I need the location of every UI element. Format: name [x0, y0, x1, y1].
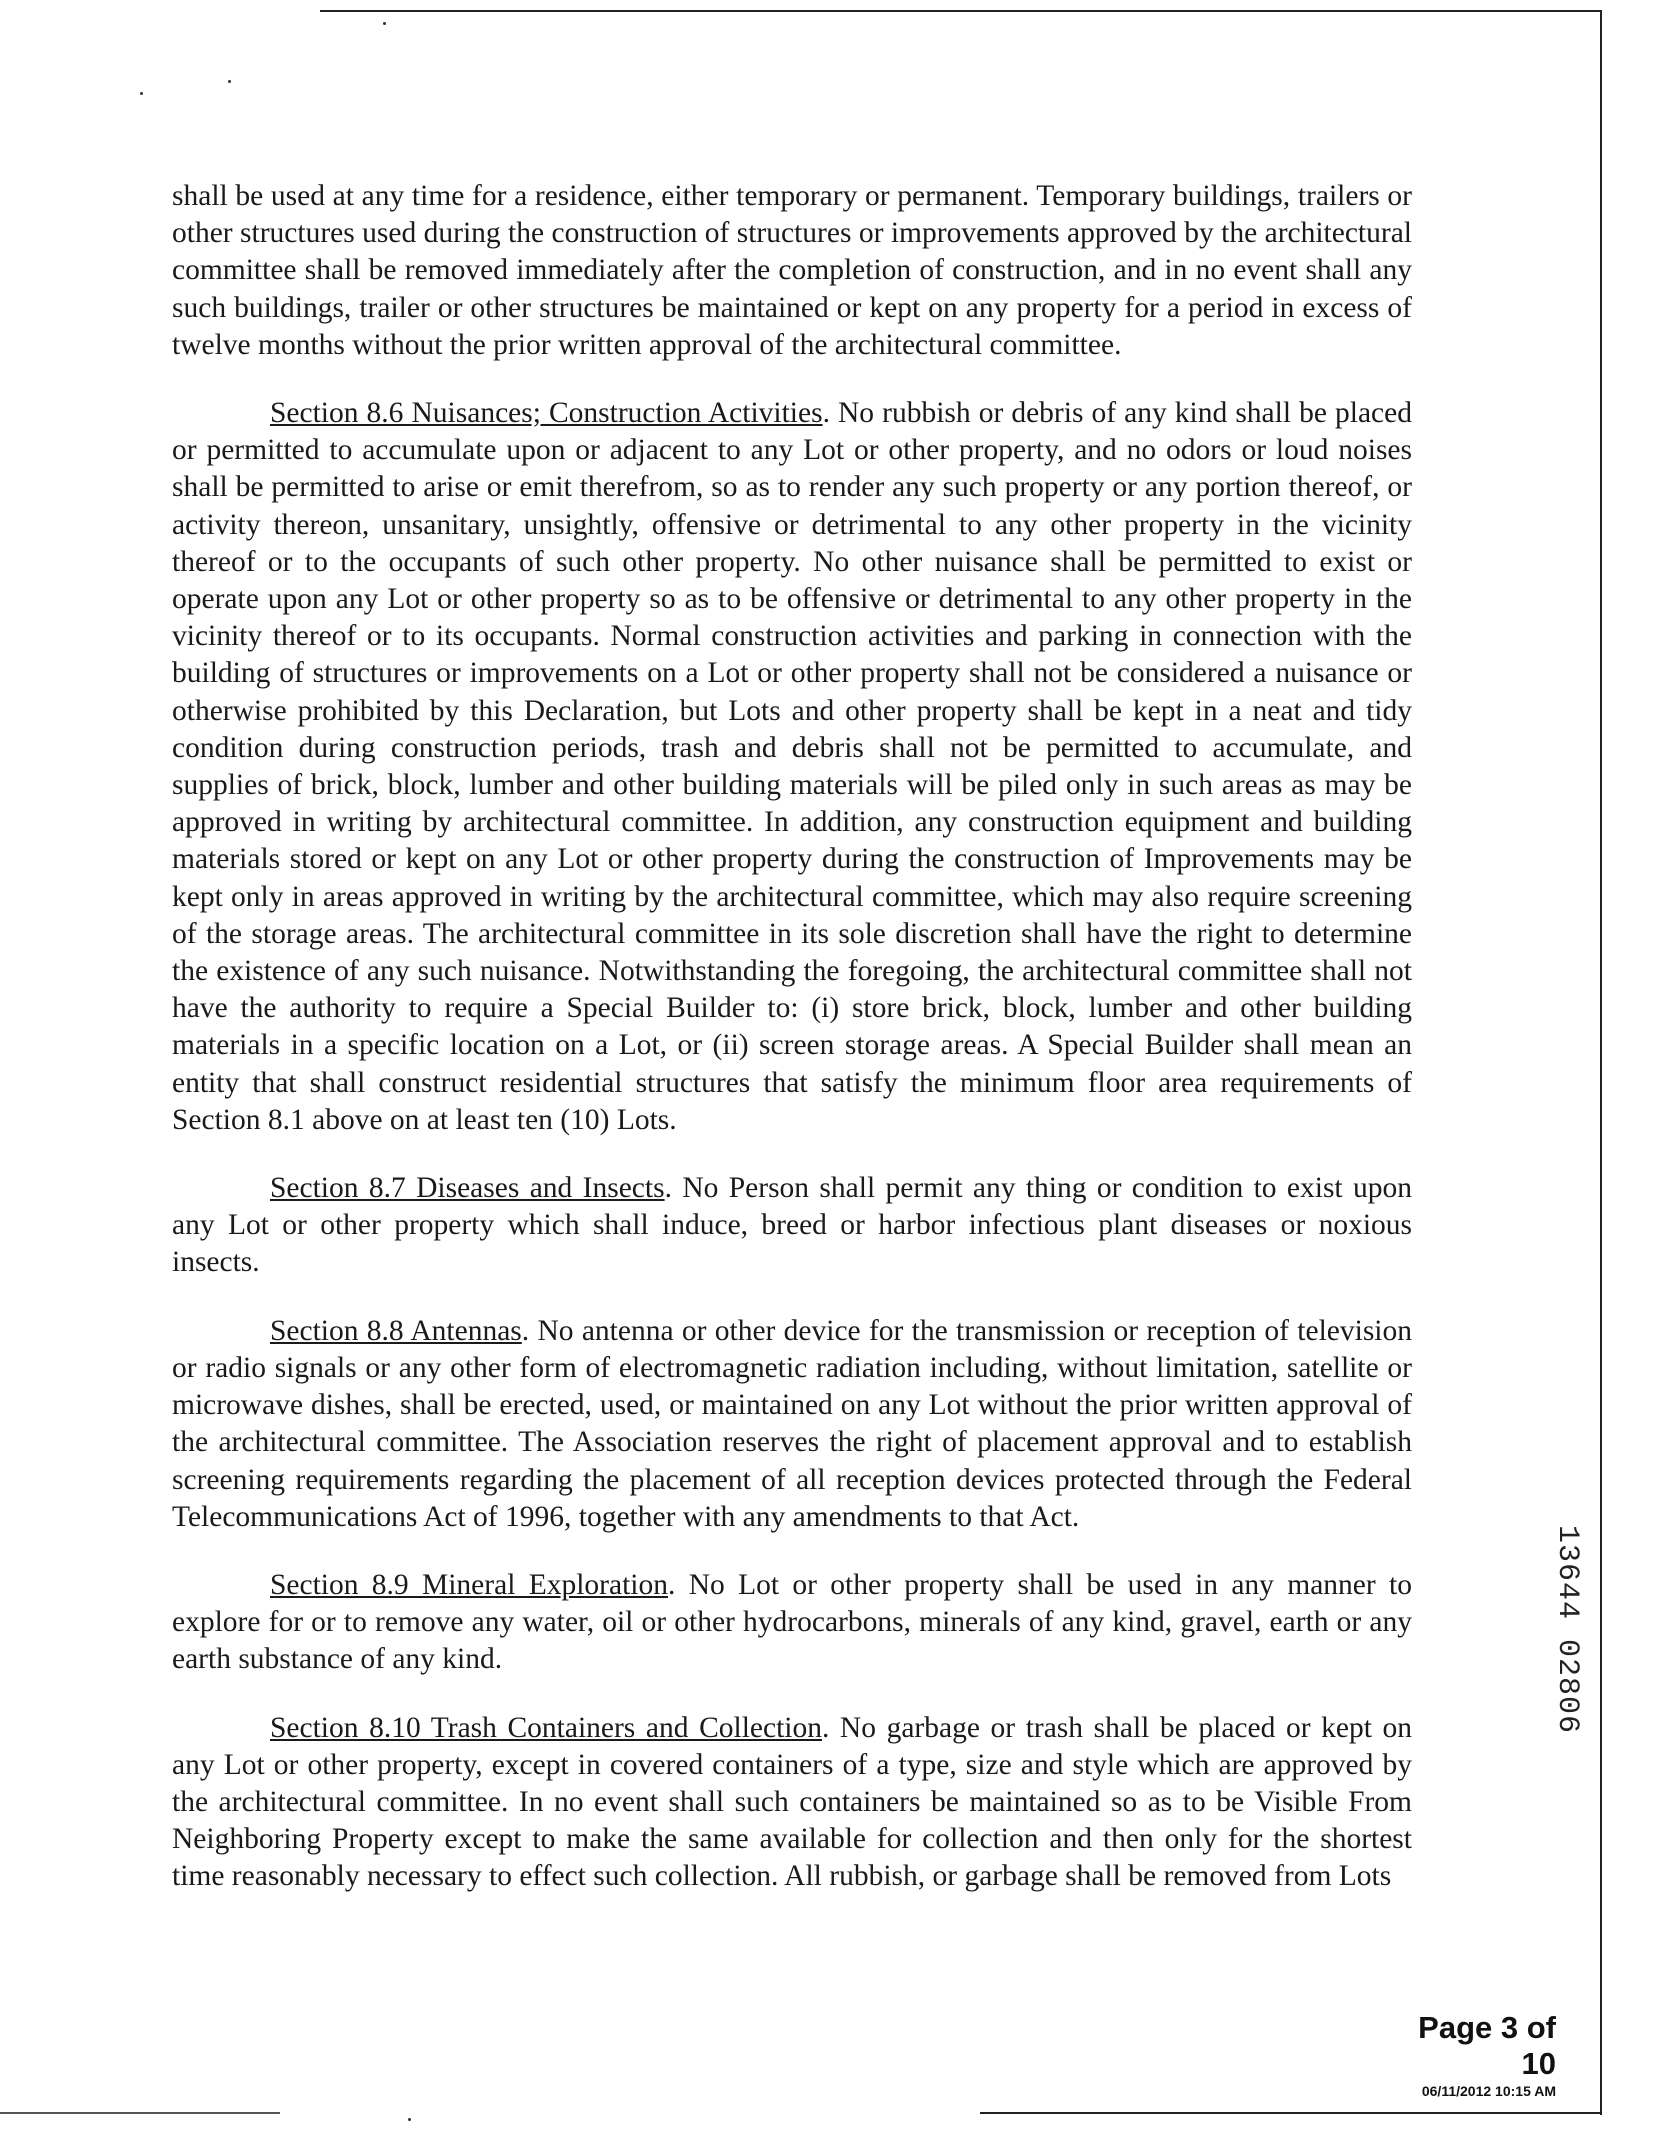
paragraph-text: . No antenna or other device for the transmission or reception of television or radio signals or any other form of electromagnetic radiation including, without limitation, satellite or microwave dishes, shall be erected, used, or maintained on any Lot without the prior written approval of the architectural committee. The Association reserves the right of placement approval and to establish screening requirements regarding the placement of all reception devices protected through the Federal Telecommunications Act of 1996, together with any amendments to that Act.	[172, 1314, 1412, 1533]
section-heading: Section 8.6 Nuisances; Construction Activities	[270, 397, 823, 430]
document-body	[172, 178, 1412, 1927]
paragraph-text: . No rubbish or debris of any kind shall be placed or permitted to accumulate upon or adjacent to any Lot or other property, and no odors or loud noises shall be permitted to arise or emit therefrom, so as to render any such property or any portion thereof, or activity thereon, unsanitary, unsightly, offensive or detrimental to any other property in the vicinity thereof or to the occupants of such other property. No other nuisance shall be permitted to exist or operate upon any Lot or other property so as to be offensive or detrimental to any other property in the vicinity thereof or to its occupants. Normal construction activities and parking in connection with the building of structures or improvements on a Lot or other property shall not be considered a nuisance or otherwise prohibited by this Declaration, but Lots and other property shall be kept in a neat and tidy condition during construction periods, trash and debris shall not be permitted to accumulate, and supplies of brick, block, lumber and other building materials will be piled only in such areas as may be approved in writing by architectural committee. In addition, any construction equipment and building materials stored or kept on any Lot or other property during the construction of Improvements may be kept only in areas approved in writing by the architectural committee, which may also require screening of the storage areas. The architectural committee in its sole discretion shall have the right to determine the existence of any such nuisance. Notwithstanding the foregoing, the architectural committee shall not have the authority to require a Special Builder to: (i) store brick, block, lumber and other building materials in a specific location on a Lot, or (ii) screen storage areas. A Special Builder shall mean an entity that shall construct residential structures that satisfy the minimum floor area requirements of Section 8.1 above on at least ten (10) Lots.	[172, 397, 1412, 1136]
scan-border-top	[320, 10, 1600, 12]
scan-speck	[228, 80, 231, 83]
section-heading: Section 8.10 Trash Containers and Collection	[270, 1711, 822, 1744]
paragraph-section-8-9	[172, 1567, 1412, 1679]
scan-speck	[383, 22, 386, 25]
paragraph-section-8-6	[172, 395, 1412, 1139]
paragraph-section-8-10	[172, 1710, 1412, 1896]
scan-border-bottom-left	[0, 2112, 280, 2114]
fax-timestamp: 06/11/2012 10:15 AM	[1421, 2083, 1556, 2099]
paragraph-section-8-8	[172, 1313, 1412, 1536]
scan-border-bottom	[980, 2112, 1600, 2114]
page-footer	[1376, 2010, 1556, 2100]
page-number: Page 3 of 10	[1418, 2010, 1556, 2081]
paragraph-text: . No Person shall permit any thing or condition to exist upon any Lot or other property which shall induce, breed or harbor infectious plant diseases or noxious insects.	[172, 1172, 1413, 1279]
paragraph-continuation	[172, 178, 1412, 364]
section-heading: Section 8.9 Mineral Exploration	[270, 1568, 668, 1601]
paragraph-text: shall be used at any time for a residence, either temporary or permanent. Temporary buildings, trailers or other structures used during the construction of structures or improvements approved by the architectural committee shall be removed immediately after the completion of construction, and in no event shall any such buildings, trailer or other structures be maintained or kept on any property for a period in excess of twelve months without the prior written approval of the architectural committee.	[172, 180, 1412, 361]
scan-speck	[140, 92, 143, 95]
recording-number-stamp: 13644 02806	[1550, 1525, 1584, 1735]
section-heading: Section 8.7 Diseases and Insects	[270, 1172, 665, 1205]
paragraph-section-8-7	[172, 1170, 1412, 1282]
paragraph-text: . No garbage or trash shall be placed or kept on any Lot or other property, except in covered containers of a type, size and style which are approved by the architectural committee. In no event shall such containers be maintained so as to be Visible From Neighboring Property except to make the same available for collection and then only for the shortest time reasonably necessary to effect such collection. All rubbish, or garbage shall be removed from Lots	[172, 1711, 1412, 1893]
scan-border-right	[1600, 10, 1602, 2115]
paragraph-text: . No Lot or other property shall be used in any manner to explore for or to remove any water, oil or other hydrocarbons, minerals of any kind, gravel, earth or any earth substance of any kind.	[172, 1568, 1412, 1676]
section-heading: Section 8.8 Antennas	[270, 1314, 522, 1347]
scan-speck	[408, 2118, 411, 2121]
